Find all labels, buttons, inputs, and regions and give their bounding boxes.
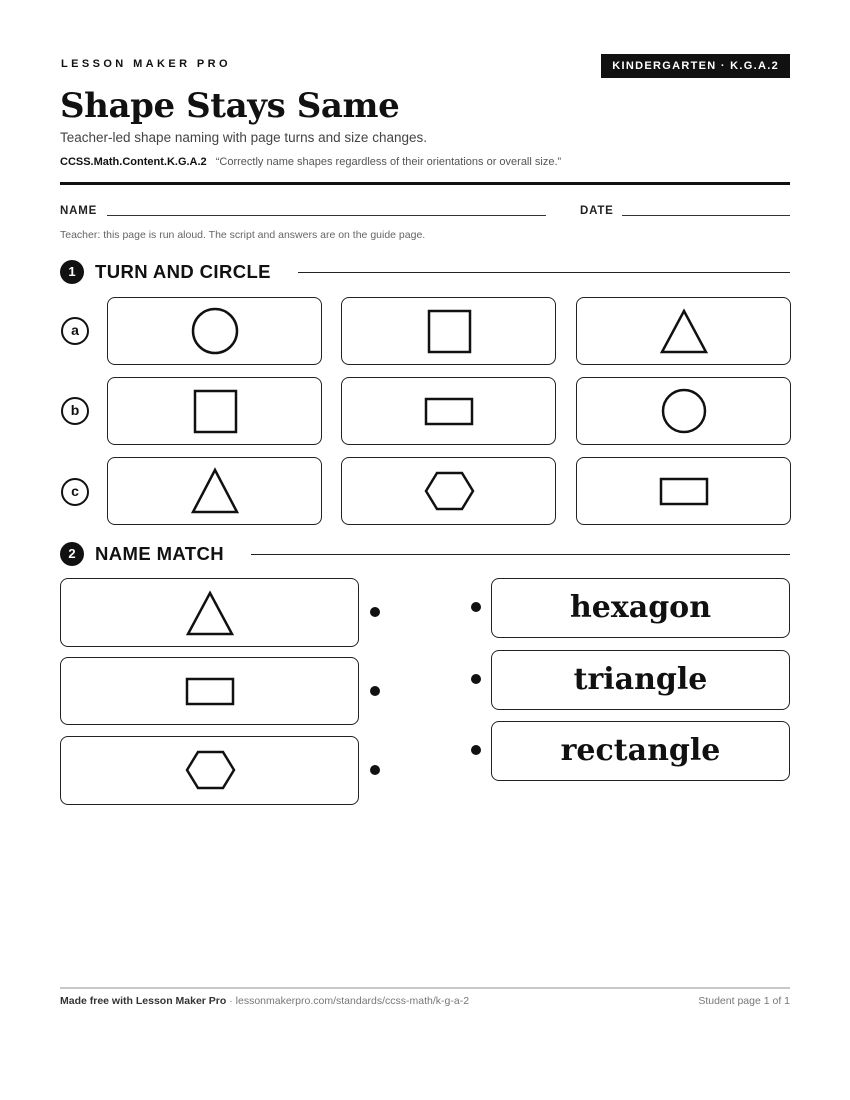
row-label-a: a: [61, 317, 89, 345]
shape-card-c2[interactable]: [341, 457, 556, 525]
match-dot-left-3[interactable]: [370, 765, 380, 775]
rectangle-shape: [342, 378, 555, 444]
section-2-number: 2: [60, 542, 84, 566]
name-label: NAME: [60, 205, 98, 217]
footer: [60, 995, 790, 1007]
shape-card-a2[interactable]: [341, 297, 556, 365]
match-dot-right-2[interactable]: [471, 674, 481, 684]
brand-name: LESSON MAKER PRO: [61, 58, 231, 70]
match-dot-right-3[interactable]: [471, 745, 481, 755]
triangle-shape: [61, 579, 358, 646]
footer-link[interactable]: · lessonmakerpro.com/standards/ccss-math/k-g-a-2: [226, 995, 470, 1007]
match-shape-card-2[interactable]: [60, 657, 359, 725]
section-1-number: 1: [60, 260, 84, 284]
shape-card-b3[interactable]: [576, 377, 791, 445]
shape-card-b1[interactable]: [107, 377, 322, 445]
footer-divider: [60, 987, 790, 989]
hexagon-shape: [342, 458, 555, 524]
shape-card-c3[interactable]: [576, 457, 791, 525]
word-card-hexagon[interactable]: hexagon: [491, 578, 790, 638]
standard-quote: “Correctly name shapes regardless of their orientations or overall size.”: [215, 156, 562, 168]
footer-page-count: Student page 1 of 1: [698, 995, 790, 1007]
standard-line: [60, 156, 561, 168]
match-dot-left-2[interactable]: [370, 686, 380, 696]
section-2-title: NAME MATCH: [95, 543, 225, 564]
section-1-title: TURN AND CIRCLE: [95, 261, 271, 282]
shape-card-a3[interactable]: [576, 297, 791, 365]
section-2-rule: [251, 554, 790, 555]
word-card-triangle[interactable]: triangle: [491, 650, 790, 710]
rectangle-shape: [61, 658, 358, 724]
footer-made-by: Made free with Lesson Maker Pro: [60, 995, 227, 1007]
page-subtitle: Teacher-led shape naming with page turns and size changes.: [60, 130, 427, 145]
match-shape-card-3[interactable]: [60, 736, 359, 805]
date-field[interactable]: [622, 215, 790, 216]
triangle-shape: [577, 298, 790, 364]
header-divider: [60, 182, 790, 185]
row-label-c: c: [61, 478, 89, 506]
shape-card-c1[interactable]: [107, 457, 322, 525]
circle-shape: [108, 298, 321, 364]
triangle-shape: [108, 458, 321, 524]
match-dot-left-1[interactable]: [370, 607, 380, 617]
shape-card-b2[interactable]: [341, 377, 556, 445]
standard-code: CCSS.Math.Content.K.G.A.2: [60, 156, 207, 168]
match-shape-card-1[interactable]: [60, 578, 359, 647]
section-1-rule: [298, 272, 790, 273]
row-label-b: b: [61, 397, 89, 425]
date-label: DATE: [580, 205, 614, 217]
square-shape: [342, 298, 555, 364]
circle-shape: [577, 378, 790, 444]
page-title: Shape Stays Same: [60, 86, 400, 126]
square-shape: [108, 378, 321, 444]
teacher-note: Teacher: this page is run aloud. The script and answers are on the guide page.: [60, 229, 426, 241]
rectangle-shape: [577, 458, 790, 524]
hexagon-shape: [61, 737, 358, 804]
word-card-rectangle[interactable]: rectangle: [491, 721, 790, 781]
match-dot-right-1[interactable]: [471, 602, 481, 612]
shape-card-a1[interactable]: [107, 297, 322, 365]
grade-badge: KINDERGARTEN · K.G.A.2: [601, 54, 790, 78]
name-field[interactable]: [107, 215, 546, 216]
